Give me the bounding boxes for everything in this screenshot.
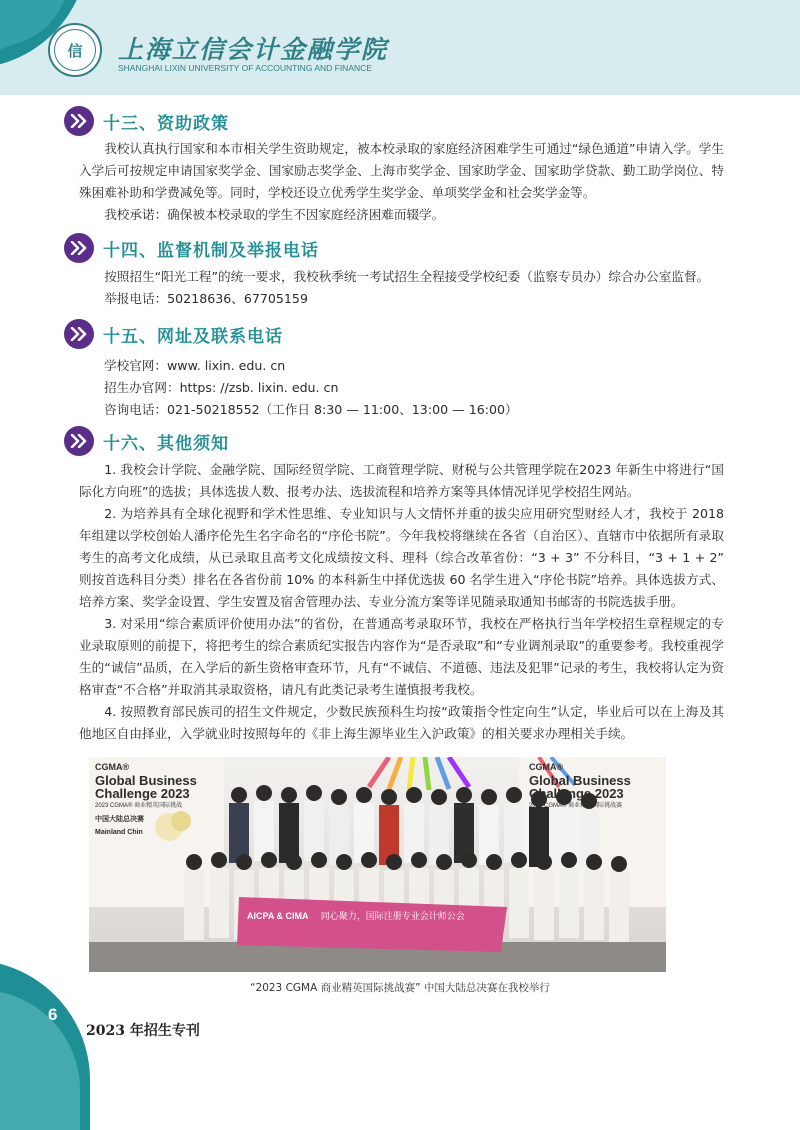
- left-event-board: [95, 761, 197, 839]
- banner-text: 同心聚力，国际注册专业会计师公会: [320, 911, 465, 921]
- school-name-en: SHANGHAI LIXIN UNIVERSITY OF ACCOUNTING AND FINANCE: [118, 63, 372, 73]
- right-event-board: [529, 761, 631, 813]
- banner-brand: AICPA & CIMA: [247, 911, 309, 921]
- paragraph: 我校承诺：确保被本校录取的学生不因家庭经济困难而辍学。: [104, 207, 445, 222]
- paragraph: 举报电话：50218636、67705159: [104, 291, 308, 306]
- paragraph: 我校认真执行国家和本市相关学生资助规定，被本校录取的家庭经济困难学生可通过“绿色通道”申请入学。学生入学后可按规定申请国家奖学金、国家励志奖学金、上海市奖学金、国家助学金、国家助学贷款、勤工助学岗位、特殊困难补助和学费减免等。同时，学校还设立优秀学生奖学金、单项奖学金和社会奖学金等。: [79, 141, 724, 200]
- double-chevron-icon: [64, 319, 94, 349]
- event-group-photo: [89, 757, 666, 972]
- website-line[interactable]: 学校官网：www. lixin. edu. cn: [104, 358, 286, 373]
- consult-phone-line: 咨询电话：021-50218552（工作日 8:30 — 11:00、13:00 — 16:00）: [104, 402, 518, 417]
- double-chevron-icon: [64, 106, 94, 136]
- paragraph: 4. 按照教育部民族司的招生文件规定，少数民族预科生均按“政策指令性定向生”认定，毕业后可以在上海及其他地区自由择业，入学就业时按照每年的《非上海生源毕业生入沪政策》的相关要求办理相关手续。: [79, 704, 724, 741]
- double-chevron-icon: [64, 426, 94, 456]
- pink-banner: [247, 909, 465, 922]
- section-16-body: [79, 459, 724, 745]
- school-seal-logo: [48, 23, 102, 77]
- school-seal-inner: [54, 29, 96, 71]
- paragraph: 1. 我校会计学院、金融学院、国际经贸学院、工商管理学院、财税与公共管理学院在2023 年新生中将进行“国际化方向班”的选拔；具体选拔人数、报考办法、选拔流程和培养方案等具体情况详见学校招生网站。: [79, 462, 724, 499]
- paragraph: 2. 为培养具有全球化视野和学术性思维、专业知识与人文情怀并重的拔尖应用研究型财经人才，我校于 2018 年组建以学校创始人潘序伦先生名字命名的“序伦书院”。今年我校将继续在各省（自治区）、直辖市中依据所有录取考生的高考文化成绩，从已录取且高考文化成绩按文科、理科（综合改革省份：“3 + 3” 不分科目，“3 + 1 + 2” 则按首选科目分类）排名在各省份前 10% 的本科新生中择优选拔 60 名学生进入“序伦书院”培养。具体选拔方式、培养方案、奖学金设置、学生安置及宿舍管理办法、专业分流方案等详见随录取通知书邮寄的书院选拔手册。: [79, 506, 724, 609]
- paragraph: 3. 对采用“综合素质评价使用办法”的省份，在普通高考录取环节，我校在严格执行当年学校招生章程规定的专业录取原则的前提下，将把考生的综合素质纪实报告内容作为“是否录取”和“专业调剂录取”的重要参考。我校重视学生的“诚信”品质，在入学后的新生资格审查环节，凡有“不诚信、不道德、违法及犯罪”记录的考生，我校将认定为资格审查“不合格”并取消其录取资格，请凡有此类记录考生谨慎报考我校。: [79, 616, 724, 697]
- section-title: 十五、网址及联系电话: [103, 326, 283, 347]
- board-text: Global Business: [95, 773, 197, 788]
- section-14-heading: [64, 233, 319, 263]
- page-number: 6: [48, 1005, 58, 1024]
- section-14-body: [79, 266, 724, 310]
- school-name-cn: 上海立信会计金融学院: [118, 35, 389, 64]
- section-title: 十六、其他须知: [103, 433, 229, 454]
- seal-glyph: 信: [67, 41, 83, 60]
- admissions-website-line[interactable]: 招生办官网：https: //zsb. lixin. edu. cn: [104, 380, 339, 395]
- board-text: Challenge 2023: [529, 786, 624, 801]
- board-text: 2023 CGMA® 商业精英国际挑战赛: [529, 803, 623, 809]
- publication-title: 2023 年招生专刊: [86, 1023, 200, 1039]
- photo-caption: “2023 CGMA 商业精英国际挑战赛” 中国大陆总决赛在我校举行: [250, 982, 550, 994]
- section-title: 十三、资助政策: [103, 113, 229, 134]
- board-text: 中国大陆总决赛: [95, 816, 144, 823]
- board-text: Challenge 2023: [95, 786, 190, 801]
- section-13-body: [79, 138, 724, 226]
- section-15-heading: [64, 319, 283, 349]
- board-text: CGMA®: [529, 762, 564, 772]
- section-16-heading: [64, 426, 229, 456]
- board-text: Mainland Chin: [95, 829, 143, 836]
- page-header: [0, 0, 800, 95]
- section-title: 十四、监督机制及举报电话: [103, 240, 319, 261]
- paragraph: 按照招生“阳光工程”的统一要求，我校秋季统一考试招生全程接受学校纪委（监察专员办）综合办公室监督。: [104, 269, 710, 284]
- board-text: Global Business: [529, 773, 631, 788]
- board-text: CGMA®: [95, 762, 130, 772]
- double-chevron-icon: [64, 233, 94, 263]
- board-text: 2023 CGMA® 商业精英国际挑战: [95, 803, 183, 809]
- section-13-heading: [64, 106, 229, 136]
